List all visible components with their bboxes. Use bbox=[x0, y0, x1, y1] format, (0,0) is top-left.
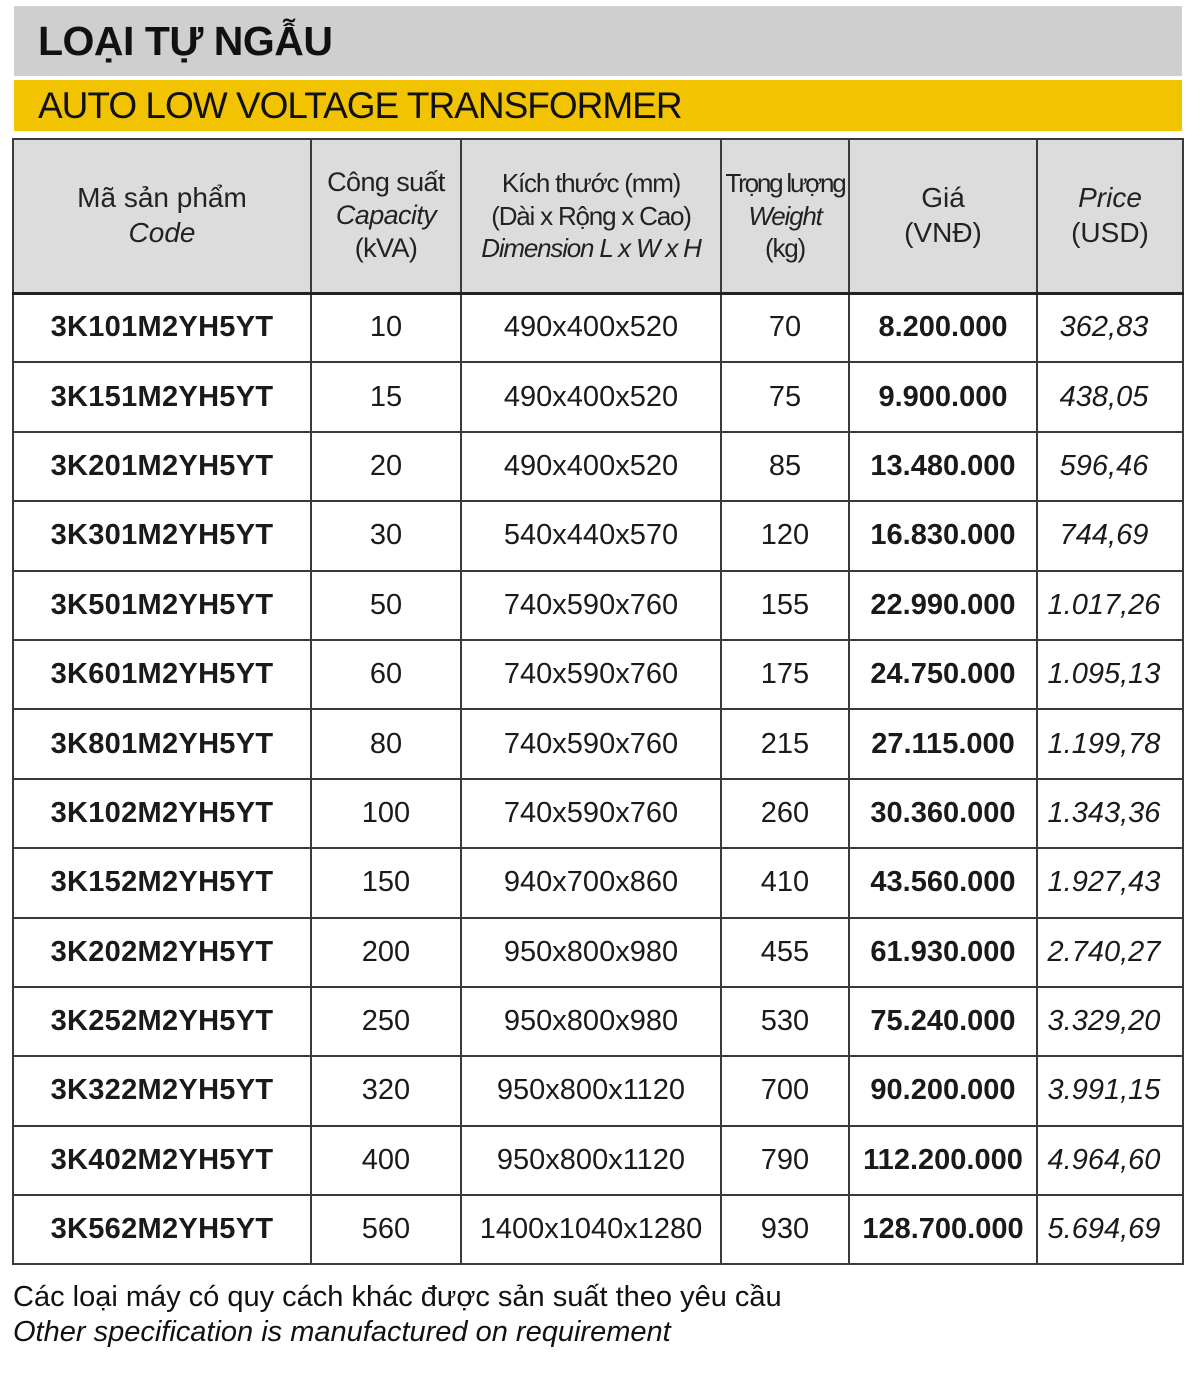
cell-price-usd: 1.017,26 bbox=[1037, 571, 1183, 640]
price-usd-header-unit: (USD) bbox=[1071, 216, 1149, 248]
cell-price-usd: 4.964,60 bbox=[1037, 1126, 1183, 1195]
cell-weight: 930 bbox=[721, 1195, 849, 1264]
cell-capacity: 10 bbox=[311, 293, 461, 362]
cell-price-usd: 1.199,78 bbox=[1037, 709, 1183, 778]
cell-capacity: 20 bbox=[311, 432, 461, 501]
table-row bbox=[13, 362, 1183, 431]
cell-weight: 175 bbox=[721, 640, 849, 709]
cell-capacity: 60 bbox=[311, 640, 461, 709]
column-header-dimension bbox=[461, 139, 721, 293]
table-row bbox=[13, 987, 1183, 1056]
cell-capacity: 30 bbox=[311, 501, 461, 570]
dimension-header-vn2: (Dài x Rộng x Cao) bbox=[491, 200, 691, 231]
price-usd-header-en: Price bbox=[1078, 182, 1142, 214]
cell-price-usd: 1.095,13 bbox=[1037, 640, 1183, 709]
table-row bbox=[13, 918, 1183, 987]
price-table bbox=[12, 138, 1184, 1265]
cell-dimension: 490x400x520 bbox=[461, 293, 721, 362]
cell-price-vnd: 13.480.000 bbox=[849, 432, 1037, 501]
cell-dimension: 950x800x980 bbox=[461, 918, 721, 987]
column-header-price-vnd bbox=[849, 139, 1037, 293]
cell-code: 3K301M2YH5YT bbox=[13, 501, 311, 570]
cell-code: 3K102M2YH5YT bbox=[13, 779, 311, 848]
cell-price-usd: 1.927,43 bbox=[1037, 848, 1183, 917]
column-header-capacity bbox=[311, 139, 461, 293]
table-row bbox=[13, 1195, 1183, 1264]
cell-dimension: 740x590x760 bbox=[461, 571, 721, 640]
cell-capacity: 15 bbox=[311, 362, 461, 431]
table-row bbox=[13, 709, 1183, 778]
cell-code: 3K501M2YH5YT bbox=[13, 571, 311, 640]
cell-code: 3K151M2YH5YT bbox=[13, 362, 311, 431]
weight-header-unit: (kg) bbox=[765, 232, 805, 263]
cell-capacity: 100 bbox=[311, 779, 461, 848]
page-title: LOẠI TỰ NGẪU bbox=[38, 17, 333, 64]
cell-weight: 70 bbox=[721, 293, 849, 362]
table-row bbox=[13, 1056, 1183, 1125]
cell-weight: 700 bbox=[721, 1056, 849, 1125]
cell-price-usd: 438,05 bbox=[1037, 362, 1183, 431]
cell-price-vnd: 24.750.000 bbox=[849, 640, 1037, 709]
cell-dimension: 950x800x1120 bbox=[461, 1126, 721, 1195]
weight-header-en: Weight bbox=[748, 200, 822, 231]
code-header-vn: Mã sản phẩm bbox=[77, 182, 247, 214]
title-bar bbox=[14, 6, 1182, 76]
cell-price-vnd: 75.240.000 bbox=[849, 987, 1037, 1056]
code-header-en: Code bbox=[128, 216, 196, 248]
cell-price-usd: 596,46 bbox=[1037, 432, 1183, 501]
cell-capacity: 560 bbox=[311, 1195, 461, 1264]
cell-capacity: 50 bbox=[311, 571, 461, 640]
price-vnd-header-unit: (VNĐ) bbox=[904, 216, 982, 248]
cell-code: 3K101M2YH5YT bbox=[13, 293, 311, 362]
cell-price-usd: 744,69 bbox=[1037, 501, 1183, 570]
cell-price-usd: 1.343,36 bbox=[1037, 779, 1183, 848]
table-row bbox=[13, 501, 1183, 570]
footer-note-vn: Các loại máy có quy cách khác được sản suất theo yêu cầu bbox=[13, 1281, 782, 1313]
table-header-row bbox=[13, 139, 1183, 293]
footer-note bbox=[13, 1280, 782, 1350]
cell-dimension: 490x400x520 bbox=[461, 362, 721, 431]
cell-code: 3K402M2YH5YT bbox=[13, 1126, 311, 1195]
table-row bbox=[13, 640, 1183, 709]
cell-weight: 85 bbox=[721, 432, 849, 501]
table-row bbox=[13, 293, 1183, 362]
cell-weight: 530 bbox=[721, 987, 849, 1056]
cell-price-vnd: 128.700.000 bbox=[849, 1195, 1037, 1264]
cell-price-vnd: 8.200.000 bbox=[849, 293, 1037, 362]
capacity-header-en: Capacity bbox=[335, 200, 437, 231]
column-header-code bbox=[13, 139, 311, 293]
subtitle-bar bbox=[14, 80, 1182, 131]
page-subtitle: AUTO LOW VOLTAGE TRANSFORMER bbox=[38, 84, 682, 126]
cell-dimension: 740x590x760 bbox=[461, 779, 721, 848]
cell-dimension: 950x800x1120 bbox=[461, 1056, 721, 1125]
cell-weight: 155 bbox=[721, 571, 849, 640]
cell-dimension: 490x400x520 bbox=[461, 432, 721, 501]
cell-weight: 260 bbox=[721, 779, 849, 848]
cell-price-vnd: 22.990.000 bbox=[849, 571, 1037, 640]
cell-code: 3K601M2YH5YT bbox=[13, 640, 311, 709]
cell-price-vnd: 112.200.000 bbox=[849, 1126, 1037, 1195]
cell-weight: 75 bbox=[721, 362, 849, 431]
cell-price-vnd: 43.560.000 bbox=[849, 848, 1037, 917]
cell-dimension: 740x590x760 bbox=[461, 709, 721, 778]
table-row bbox=[13, 432, 1183, 501]
dimension-header-vn: Kích thước (mm) bbox=[501, 168, 681, 199]
cell-dimension: 740x590x760 bbox=[461, 640, 721, 709]
cell-dimension: 950x800x980 bbox=[461, 987, 721, 1056]
cell-capacity: 200 bbox=[311, 918, 461, 987]
cell-weight: 410 bbox=[721, 848, 849, 917]
cell-code: 3K201M2YH5YT bbox=[13, 432, 311, 501]
cell-price-vnd: 30.360.000 bbox=[849, 779, 1037, 848]
column-header-price-usd bbox=[1037, 139, 1183, 293]
capacity-header-vn: Công suất bbox=[327, 166, 445, 197]
cell-capacity: 320 bbox=[311, 1056, 461, 1125]
cell-code: 3K252M2YH5YT bbox=[13, 987, 311, 1056]
weight-header-vn: Trọng lượng bbox=[725, 168, 845, 199]
cell-weight: 120 bbox=[721, 501, 849, 570]
cell-capacity: 250 bbox=[311, 987, 461, 1056]
cell-price-usd: 362,83 bbox=[1037, 293, 1183, 362]
cell-weight: 215 bbox=[721, 709, 849, 778]
table-row bbox=[13, 1126, 1183, 1195]
cell-price-vnd: 16.830.000 bbox=[849, 501, 1037, 570]
cell-price-usd: 3.329,20 bbox=[1037, 987, 1183, 1056]
cell-code: 3K202M2YH5YT bbox=[13, 918, 311, 987]
cell-code: 3K152M2YH5YT bbox=[13, 848, 311, 917]
cell-weight: 455 bbox=[721, 918, 849, 987]
cell-code: 3K562M2YH5YT bbox=[13, 1195, 311, 1264]
cell-price-vnd: 61.930.000 bbox=[849, 918, 1037, 987]
price-vnd-header-vn: Giá bbox=[921, 182, 965, 214]
cell-weight: 790 bbox=[721, 1126, 849, 1195]
dimension-header-en: Dimension L x W x H bbox=[481, 232, 701, 263]
cell-price-usd: 5.694,69 bbox=[1037, 1195, 1183, 1264]
cell-dimension: 940x700x860 bbox=[461, 848, 721, 917]
cell-dimension: 540x440x570 bbox=[461, 501, 721, 570]
table-row bbox=[13, 571, 1183, 640]
column-header-weight bbox=[721, 139, 849, 293]
cell-capacity: 400 bbox=[311, 1126, 461, 1195]
cell-capacity: 150 bbox=[311, 848, 461, 917]
capacity-header-unit: (kVA) bbox=[354, 233, 418, 264]
cell-price-vnd: 9.900.000 bbox=[849, 362, 1037, 431]
table-row bbox=[13, 848, 1183, 917]
cell-price-vnd: 90.200.000 bbox=[849, 1056, 1037, 1125]
cell-price-vnd: 27.115.000 bbox=[849, 709, 1037, 778]
footer-note-en: Other specification is manufactured on requirement bbox=[13, 1316, 671, 1348]
cell-code: 3K322M2YH5YT bbox=[13, 1056, 311, 1125]
cell-dimension: 1400x1040x1280 bbox=[461, 1195, 721, 1264]
cell-capacity: 80 bbox=[311, 709, 461, 778]
cell-price-usd: 3.991,15 bbox=[1037, 1056, 1183, 1125]
cell-price-usd: 2.740,27 bbox=[1037, 918, 1183, 987]
cell-code: 3K801M2YH5YT bbox=[13, 709, 311, 778]
table-row bbox=[13, 779, 1183, 848]
